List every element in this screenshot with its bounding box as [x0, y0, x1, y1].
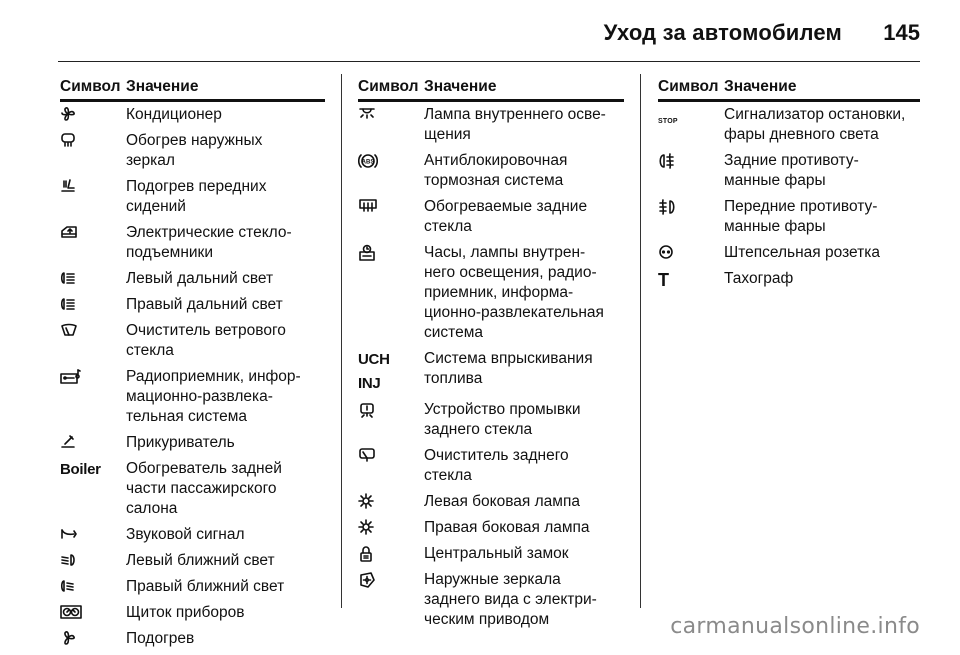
symbol-cell	[60, 367, 126, 427]
meaning-text: Щиток приборов	[126, 604, 245, 621]
rear-washer-icon	[358, 401, 376, 419]
meaning-text: Левый ближний свет	[126, 552, 275, 569]
table-row	[60, 105, 325, 125]
meaning-cell	[424, 349, 624, 394]
symbol-column-header: Символ	[358, 78, 419, 95]
meaning-text: Обогреватель задней	[126, 460, 282, 477]
table-row	[658, 105, 920, 145]
horn-icon	[60, 526, 78, 542]
symbol-cell	[658, 151, 724, 191]
symbol-label: UCH INJ	[358, 351, 390, 392]
power-mirror-icon	[358, 571, 376, 589]
meaning-text: Задние противоту-	[724, 152, 859, 169]
meaning-text: заднего стекла	[424, 421, 533, 438]
meaning-text: стекла	[424, 467, 472, 484]
symbol-cell	[60, 295, 126, 315]
meaning-text: Передние противоту-	[724, 198, 878, 215]
meaning-text: ционно-развлекательная	[424, 304, 604, 321]
meaning-text: Правый ближний свет	[126, 578, 285, 595]
cigarette-lighter-icon	[60, 434, 76, 450]
meaning-cell	[126, 131, 325, 171]
low-beam-right-icon	[60, 578, 76, 594]
meaning-text: ческим приводом	[424, 611, 550, 628]
table-row	[658, 243, 920, 263]
symbol-label-2: INJ	[358, 375, 381, 392]
symbol-cell	[358, 197, 424, 237]
watermark: carmanualsonline.info	[670, 614, 920, 639]
meaning-text: Обогреваемые задние	[424, 198, 588, 215]
symbol-cell	[60, 269, 126, 289]
meaning-cell	[424, 400, 624, 440]
symbol-cell	[60, 525, 126, 545]
symbol-label: Boiler	[60, 461, 101, 478]
symbol-cell	[358, 518, 424, 538]
table-row	[358, 400, 624, 440]
meaning-text: система	[424, 324, 483, 341]
meaning-text: Электрические стекло-	[126, 224, 292, 241]
meaning-cell	[126, 223, 325, 263]
clock-icon	[358, 244, 376, 262]
meaning-cell	[424, 151, 624, 191]
symbol-cell	[658, 243, 724, 263]
meaning-cell	[126, 367, 325, 427]
symbol-cell	[60, 177, 126, 217]
table-row	[60, 433, 325, 453]
header-divider	[58, 61, 920, 62]
meaning-text: подъемники	[126, 244, 213, 261]
header-rule	[358, 99, 624, 102]
power-socket-icon	[658, 244, 674, 260]
page-number: 145	[883, 20, 920, 45]
meaning-cell	[724, 105, 920, 145]
meaning-cell	[126, 603, 325, 623]
meaning-cell	[424, 518, 624, 538]
symbol-cell	[358, 151, 424, 191]
table-header	[358, 78, 624, 96]
symbol-cell	[358, 105, 424, 145]
symbol-column-header: Символ	[60, 78, 121, 95]
symbol-cell	[358, 243, 424, 343]
symbol-cell	[60, 551, 126, 571]
table-row	[60, 459, 325, 519]
meaning-cell	[126, 269, 325, 289]
table-row	[60, 551, 325, 571]
symbol-cell	[60, 223, 126, 263]
meaning-cell	[424, 570, 624, 630]
table-row	[60, 131, 325, 171]
meaning-text: Обогрев наружных	[126, 132, 263, 149]
symbol-cell	[358, 400, 424, 440]
symbol-cell	[60, 629, 126, 649]
meaning-text: Очиститель заднего	[424, 447, 569, 464]
meaning-text: Сигнализатор остановки,	[724, 106, 906, 123]
symbol-cell	[358, 349, 424, 394]
table-row	[60, 295, 325, 315]
page-header	[0, 0, 960, 62]
meaning-text: Левый дальний свет	[126, 270, 274, 287]
meaning-text: Тахограф	[724, 270, 794, 287]
table-row	[658, 151, 920, 191]
fuse-table-column-2	[358, 78, 624, 636]
meaning-text: Левая боковая лампа	[424, 493, 580, 510]
symbol-cell	[358, 446, 424, 486]
symbol-column-header: Символ	[658, 78, 719, 95]
table-row	[658, 197, 920, 237]
meaning-text: Часы, лампы внутрен-	[424, 244, 586, 261]
table-row	[358, 243, 624, 343]
meaning-text: Устройство промывки	[424, 401, 581, 418]
radio-icon	[60, 368, 82, 386]
meaning-cell	[724, 151, 920, 191]
meaning-text: тельная система	[126, 408, 248, 425]
symbol-cell	[60, 459, 126, 519]
symbol-cell	[658, 269, 724, 290]
meaning-cell	[724, 197, 920, 237]
meaning-text: Радиоприемник, инфор-	[126, 368, 301, 385]
meaning-text: Звуковой сигнал	[126, 526, 245, 543]
table-row	[658, 269, 920, 290]
meaning-text: Система впрыскивания	[424, 350, 593, 367]
symbol-cell	[60, 105, 126, 125]
table-row	[358, 105, 624, 145]
rear-fog-light-icon	[658, 152, 676, 170]
meaning-text: заднего вида с электри-	[424, 591, 597, 608]
meaning-cell	[424, 243, 624, 343]
instrument-panel-icon	[60, 604, 82, 620]
symbol-cell	[658, 197, 724, 237]
meaning-text: стекла	[424, 218, 472, 235]
symbol-cell	[60, 131, 126, 171]
fuse-table-column-1	[60, 78, 325, 655]
windscreen-wiper-icon	[60, 322, 78, 338]
meaning-cell	[126, 551, 325, 571]
fuse-table-column-3	[658, 78, 920, 296]
meaning-text: Кондиционер	[126, 106, 222, 123]
meaning-text: манные фары	[724, 172, 826, 189]
table-row	[60, 321, 325, 361]
table-row	[60, 577, 325, 597]
power-window-icon	[60, 224, 78, 240]
table-row	[60, 269, 325, 289]
meaning-text: Правая боковая лампа	[424, 519, 590, 536]
meaning-cell	[126, 525, 325, 545]
meaning-text: Штепсельная розетка	[724, 244, 880, 261]
meaning-cell	[424, 105, 624, 145]
low-beam-left-icon	[60, 552, 76, 568]
high-beam-left-icon	[60, 270, 76, 286]
column-divider	[640, 74, 641, 608]
meaning-column-header: Значение	[126, 78, 199, 95]
meaning-text: стекла	[126, 342, 174, 359]
table-header	[658, 78, 920, 96]
meaning-text: салона	[126, 500, 178, 517]
meaning-column-header: Значение	[424, 78, 497, 95]
symbol-cell	[358, 570, 424, 630]
table-row	[358, 492, 624, 512]
table-row	[358, 151, 624, 191]
abs-icon	[358, 152, 378, 170]
table-row	[60, 177, 325, 217]
meaning-text: топлива	[424, 370, 483, 387]
symbol-cell	[60, 577, 126, 597]
symbol-cell	[358, 544, 424, 564]
meaning-cell	[126, 105, 325, 125]
header-rule	[60, 99, 325, 102]
meaning-text: Подогрев	[126, 630, 195, 647]
rear-window-heater-icon	[358, 198, 378, 214]
table-row	[60, 223, 325, 263]
heated-seat-icon	[60, 178, 76, 194]
symbol-spacer	[358, 370, 390, 374]
meaning-cell	[424, 446, 624, 486]
meaning-cell	[424, 492, 624, 512]
page-title: Уход за автомобилем	[603, 20, 842, 45]
table-row	[358, 446, 624, 486]
table-row	[358, 544, 624, 564]
meaning-text: Прикуриватель	[126, 434, 235, 451]
meaning-cell	[126, 459, 325, 519]
column-divider	[341, 74, 342, 608]
meaning-cell	[724, 243, 920, 263]
meaning-cell	[424, 197, 624, 237]
symbol-cell	[60, 603, 126, 623]
meaning-cell	[126, 295, 325, 315]
meaning-cell	[126, 629, 325, 649]
table-row	[60, 629, 325, 649]
meaning-cell	[126, 177, 325, 217]
meaning-text: щения	[424, 126, 471, 143]
central-lock-icon	[358, 545, 374, 563]
meaning-text: Очиститель ветрового	[126, 322, 286, 339]
table-row	[60, 603, 325, 623]
table-header	[60, 78, 325, 96]
heated-mirrors-icon	[60, 132, 76, 148]
table-row	[358, 518, 624, 538]
meaning-text: Лампа внутреннего осве-	[424, 106, 606, 123]
meaning-text: Наружные зеркала	[424, 571, 561, 588]
meaning-text: Подогрев передних	[126, 178, 267, 195]
symbol-cell	[358, 492, 424, 512]
table-row	[60, 367, 325, 427]
meaning-cell	[724, 269, 920, 290]
table-row	[60, 525, 325, 545]
meaning-text: приемник, информа-	[424, 284, 574, 301]
meaning-cell	[126, 321, 325, 361]
meaning-text: тормозная система	[424, 172, 564, 189]
meaning-text: мационно-развлека-	[126, 388, 273, 405]
tachograph-icon: T	[658, 270, 669, 290]
meaning-column-header: Значение	[724, 78, 797, 95]
meaning-text: сидений	[126, 198, 186, 215]
interior-light-icon	[358, 106, 376, 122]
symbol-cell	[60, 321, 126, 361]
meaning-text: части пассажирского	[126, 480, 277, 497]
symbol-cell	[60, 433, 126, 453]
side-lamp-left-icon	[358, 493, 374, 509]
meaning-text: Центральный замок	[424, 545, 569, 562]
meaning-cell	[126, 577, 325, 597]
rear-wiper-icon	[358, 447, 376, 463]
table-row	[358, 349, 624, 394]
high-beam-right-icon	[60, 296, 76, 312]
fan-icon	[60, 106, 76, 122]
header-rule	[658, 99, 920, 102]
front-fog-light-icon	[658, 198, 676, 216]
side-lamp-right-icon	[358, 519, 374, 535]
meaning-text: Антиблокировочная	[424, 152, 568, 169]
heater-icon	[60, 630, 76, 646]
table-row	[358, 570, 624, 630]
meaning-text: зеркал	[126, 152, 175, 169]
symbol-cell	[658, 105, 724, 145]
meaning-text: него освещения, радио-	[424, 264, 597, 281]
meaning-text: фары дневного света	[724, 126, 879, 143]
svg-text:ABS: ABS	[361, 159, 375, 166]
meaning-text: Правый дальний свет	[126, 296, 283, 313]
meaning-text: манные фары	[724, 218, 826, 235]
stop-icon: STOP	[658, 118, 678, 125]
meaning-cell	[424, 544, 624, 564]
meaning-cell	[126, 433, 325, 453]
table-row	[358, 197, 624, 237]
